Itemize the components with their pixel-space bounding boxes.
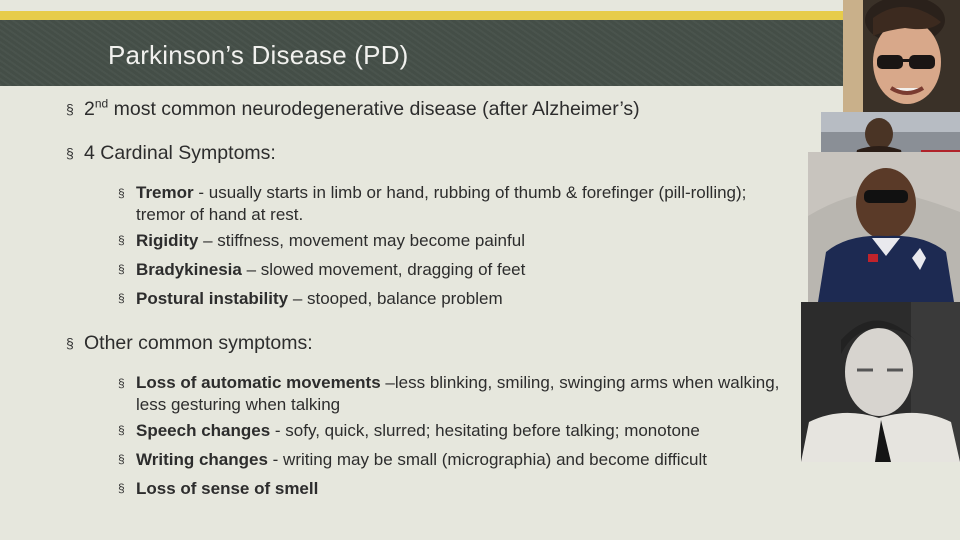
list-item [118, 416, 786, 445]
symptom-description: usually starts in limb or hand, rubbing of thumb & forefinger (pill-rolling); tremor of hand at rest. [136, 183, 747, 224]
bullet-icon: § [118, 233, 125, 247]
separator: – [380, 373, 395, 392]
symptom-description: stooped, balance problem [307, 289, 503, 308]
photo-man-sunglasses-top [843, 0, 960, 112]
list-item [118, 179, 786, 226]
slide-title: Parkinson’s Disease (PD) [108, 40, 409, 70]
symptom-term: Bradykinesia [136, 260, 242, 279]
list-item [118, 369, 786, 416]
separator: – [198, 231, 218, 250]
slide-content [66, 95, 786, 503]
separator: - [193, 183, 209, 202]
bullet-icon: § [118, 481, 125, 495]
list-item [118, 445, 786, 474]
point-prefix: 2 [84, 98, 95, 120]
symptom-term: Rigidity [136, 231, 199, 250]
bullet-point-3 [66, 329, 786, 503]
section-label: Other common symptoms: [84, 332, 313, 354]
list-item [118, 284, 786, 313]
symptom-description: less blinking, smiling, swinging arms when walking, less gesturing when talking [136, 373, 780, 414]
point-superscript: nd [94, 96, 109, 111]
section-label: 4 Cardinal Symptoms: [84, 142, 276, 164]
separator: – [241, 260, 261, 279]
bullet-icon: § [118, 262, 125, 276]
symptom-description: sofy, quick, slurred; hesitating before talking; monotone [285, 421, 700, 440]
bullet-icon: § [66, 101, 74, 117]
list-item [118, 255, 786, 284]
symptom-term: Loss of automatic movements [136, 373, 381, 392]
symptom-term: Writing changes [136, 450, 268, 469]
symptom-term: Tremor [136, 183, 194, 202]
point-text: most common neurodegenerative disease (after Alzheimer’s) [108, 98, 640, 120]
bullet-icon: § [66, 145, 74, 161]
symptom-description: stiffness, movement may become painful [217, 231, 525, 250]
symptom-term: Postural instability [136, 289, 289, 308]
bullet-icon: § [118, 291, 125, 305]
list-item [118, 226, 786, 255]
bullet-icon: § [66, 335, 74, 351]
photo-man-portrait-bw [801, 302, 960, 462]
bullet-point-1 [66, 95, 786, 123]
other-symptoms-list [118, 369, 786, 503]
accent-strip [0, 11, 960, 20]
separator: - [270, 421, 286, 440]
separator: – [288, 289, 307, 308]
symptom-term: Speech changes [136, 421, 271, 440]
symptom-term: Loss of sense of smell [136, 479, 319, 498]
cardinal-symptoms-list [118, 179, 786, 313]
symptom-description: slowed movement, dragging of feet [260, 260, 526, 279]
separator: - [267, 450, 284, 469]
photo-boxer-older [808, 152, 960, 302]
bullet-icon: § [118, 186, 125, 200]
bullet-icon: § [118, 376, 125, 390]
bullet-icon: § [118, 452, 125, 466]
bullet-icon: § [118, 423, 125, 437]
bullet-point-2 [66, 139, 786, 313]
list-item [118, 474, 786, 503]
symptom-description: writing may be small (micrographia) and become difficult [283, 450, 707, 469]
